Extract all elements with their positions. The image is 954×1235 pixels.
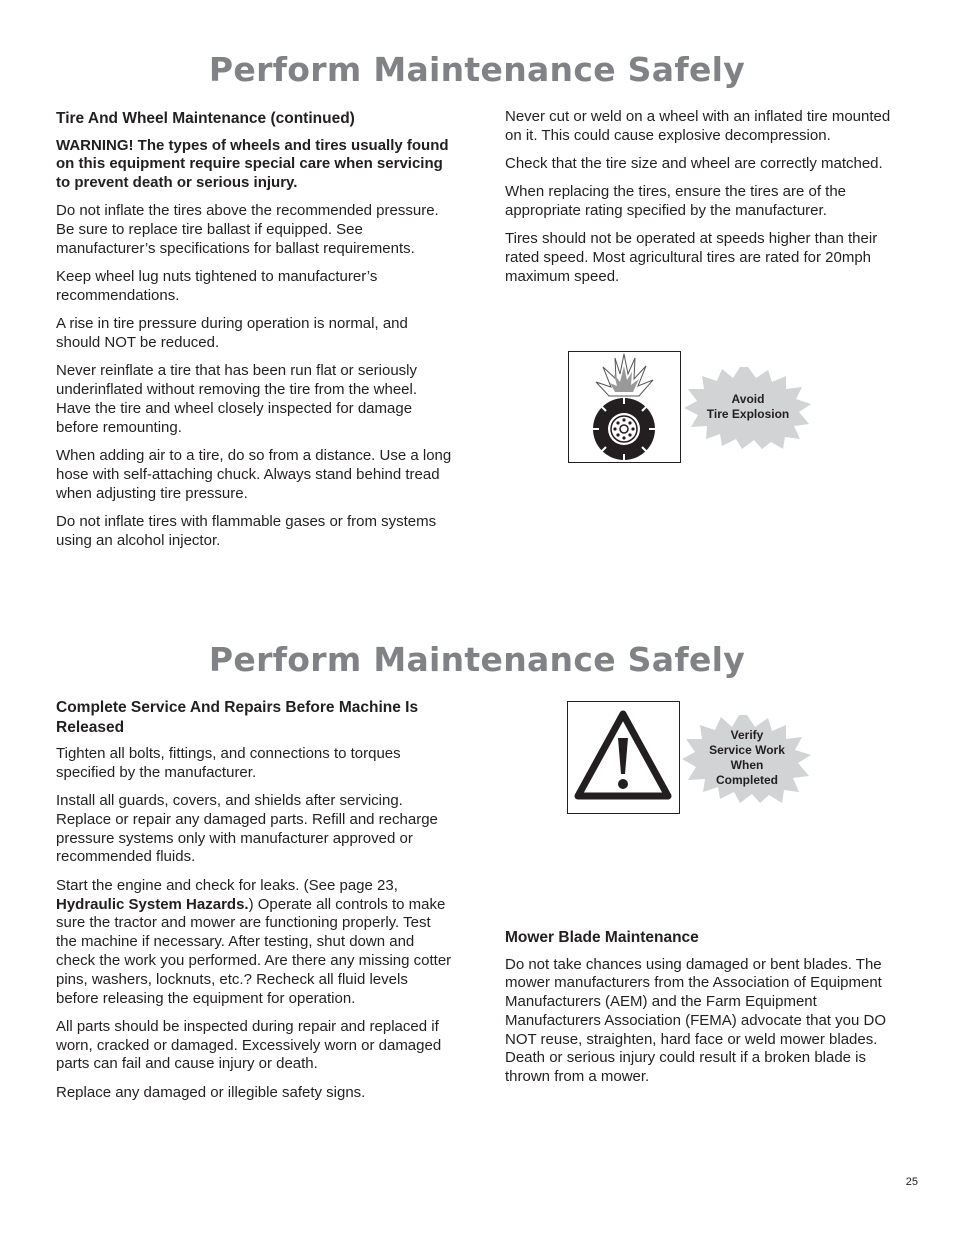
warning-exclamation-icon: [568, 702, 679, 813]
page-number: 25: [905, 1176, 918, 1188]
paragraph: Do not inflate tires with flammable gases or from systems using an alcohol injector.: [56, 513, 437, 549]
tire-explosion-figure: [568, 351, 681, 463]
paragraph: Do not take chances using damaged or bent blades. The mower manufacturers from the Association of Equipment Manufacturers (AEM) and the Farm Equipment Manufacturers Association (FEMA) advocate that you DO NOT reuse, straighten, hard face or weld mower blades. Death or serious injury could result if a broken blade is thrown from a mower.: [505, 955, 886, 1086]
paragraph: Keep wheel lug nuts tightened to manufacturer’s recommendations.: [56, 268, 378, 305]
paragraph: Replace any damaged or illegible safety signs.: [56, 1083, 366, 1101]
right-column: [505, 108, 901, 296]
paragraph: Tighten all bolts, fittings, and connections to torques specified by the manufacturer.: [56, 745, 401, 781]
paragraph: Check that the tire size and wheel are correctly matched.: [505, 155, 883, 173]
warning-figure: [567, 701, 680, 814]
paragraph: Tires should not be operated at speeds higher than their rated speed. Most agricultural tires are rated for 20mph maximum speed.: [505, 230, 878, 286]
right-column: [505, 928, 901, 1097]
warning-text: WARNING! The types of wheels and tires usually found on this equipment require special care when servicing to prevent death or serious injury.: [56, 136, 449, 192]
tire-explosion-icon: [569, 352, 680, 462]
badge-text: Avoid Tire Explosion: [706, 392, 790, 421]
paragraph: Never cut or weld on a wheel with an inflated tire mounted on it. This could cause explosive decompression.: [505, 108, 891, 144]
section-heading: Complete Service And Repairs Before Machine Is Released: [56, 699, 419, 736]
paragraph: All parts should be inspected during repair and replaced if worn, cracked or damaged. Excessively worn or damaged parts can fail and cause injury or death.: [56, 1017, 442, 1073]
paragraph: Never reinflate a tire that has been run flat or seriously underinflated without removing the tire from the wheel. Have the tire and wheel closely inspected for damage before remounting.: [56, 362, 418, 436]
section-heading: Tire And Wheel Maintenance (continued): [56, 110, 355, 127]
badge-text: Verify Service Work When Completed: [709, 728, 785, 787]
paragraph: Install all guards, covers, and shields after servicing. Replace or repair any damaged parts. Refill and recharge pressure systems only with manufacturer approved or recommended fluids.: [56, 792, 438, 866]
paragraph: Do not inflate the tires above the recommended pressure. Be sure to replace tire ballast if equipped. See manufacturer’s specifications for ballast requirements.: [56, 202, 439, 257]
cross-reference: Hydraulic System Hazards.: [56, 895, 249, 913]
paragraph: A rise in tire pressure during operation is normal, and should NOT be reduced.: [56, 315, 408, 352]
paragraph: When adding air to a tire, do so from a distance. Use a long hose with self-attaching chuck. Always stand behind tread when adjusting tire pressure.: [56, 447, 452, 502]
section-title: Perform Maintenance Safely: [208, 640, 746, 679]
section-title: Perform Maintenance Safely: [208, 50, 746, 89]
paragraph: When replacing the tires, ensure the tires are of the appropriate rating specified by the manufacturer.: [505, 183, 847, 220]
section-heading: Mower Blade Maintenance: [505, 929, 699, 946]
paragraph: Start the engine and check for leaks. (See page 23, Hydraulic System Hazards.) Operate all controls to make sure the tractor and mower are functioning properly. Test the machine if necessary. After testing, shut down and check the work you performed. Are there any missing cotter pins, washers, locknuts, etc.? Recheck all fluid levels before releasing the equipment for operation.: [56, 876, 452, 1007]
left-column: [56, 698, 452, 1112]
left-column: [56, 109, 452, 560]
